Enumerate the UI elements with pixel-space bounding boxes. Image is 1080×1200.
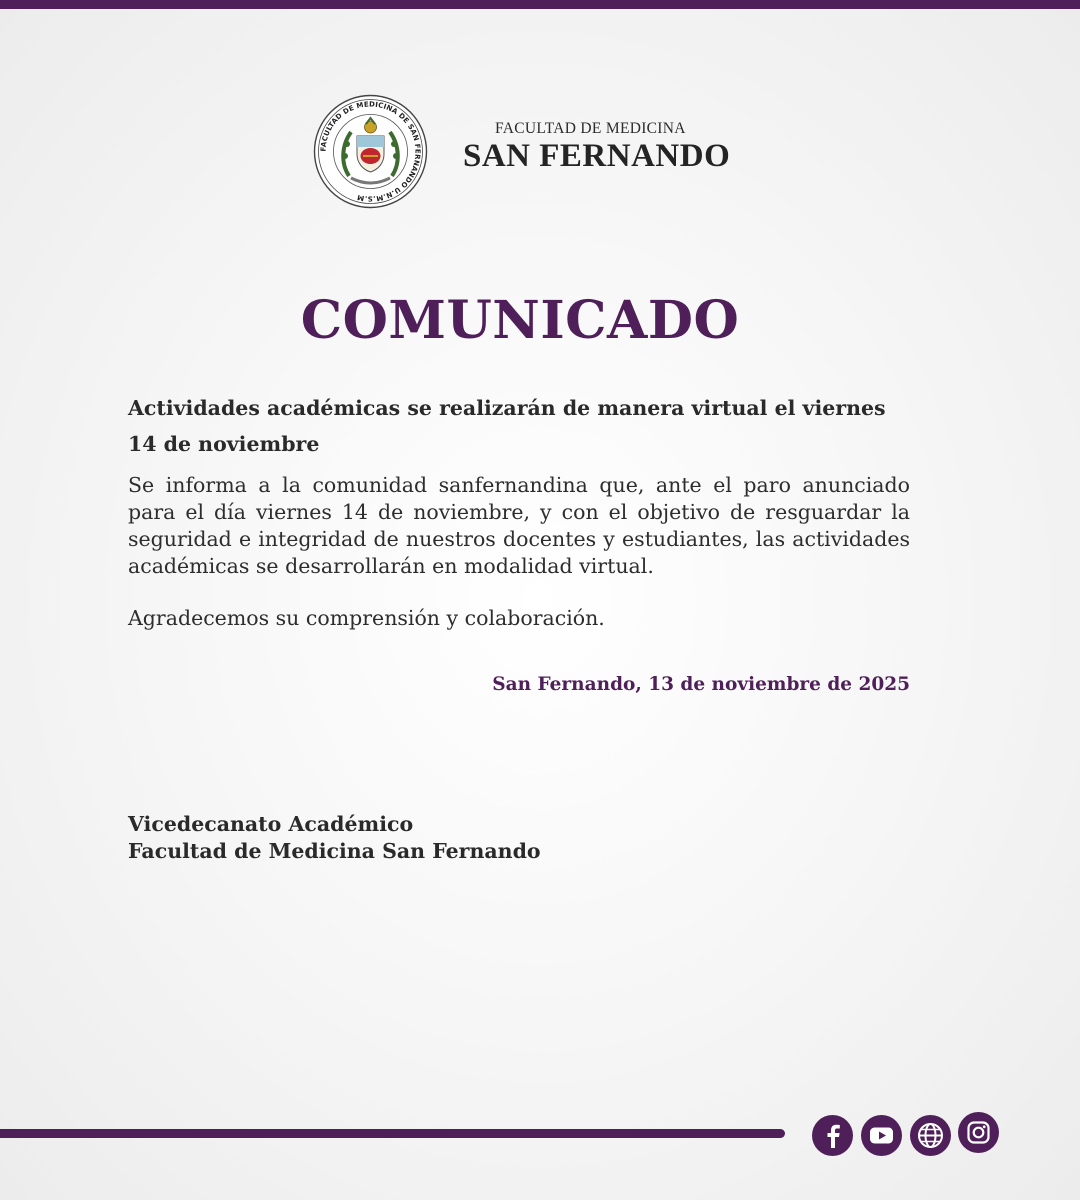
announcement-body: Se informa a la comunidad sanfernandina que, ante el paro anunciado para el día viernes 14 de noviembre, y con el objetivo de resguardar la seguridad e integridad de nuestros docentes y estudiantes, las actividades académicas se desarrollarán en modalidad virtual.	[128, 473, 910, 578]
facebook-link[interactable]	[812, 1115, 853, 1156]
brand-title: SAN FERNANDO	[463, 138, 731, 174]
youtube-icon	[861, 1115, 902, 1156]
globe-icon	[910, 1115, 951, 1156]
subtitle-line-1: Actividades académicas se realizarán de manera virtual el viernes	[128, 396, 886, 420]
faculty-brand	[463, 120, 733, 175]
signature-block	[128, 811, 728, 865]
thanks-text: Agradecemos su comprensión y colaboración.	[128, 606, 605, 630]
announcement-subtitle	[128, 390, 910, 462]
facebook-icon	[812, 1115, 853, 1156]
website-link[interactable]	[910, 1115, 951, 1156]
youtube-link[interactable]	[861, 1115, 902, 1156]
brand-subtitle: FACULTAD DE MEDICINA	[495, 120, 686, 137]
subtitle-line-2: 14 de noviembre	[128, 432, 320, 456]
instagram-link[interactable]	[958, 1112, 999, 1153]
header	[313, 94, 733, 209]
top-accent-bar	[0, 0, 1080, 9]
signature-faculty: Facultad de Medicina San Fernando	[128, 839, 541, 863]
social-links	[812, 1112, 1002, 1156]
signature-office: Vicedecanato Académico	[128, 812, 414, 836]
date-line: San Fernando, 13 de noviembre de 2025	[492, 674, 910, 695]
instagram-icon	[958, 1112, 999, 1153]
bottom-accent-bar	[0, 1129, 785, 1138]
faculty-seal-logo	[313, 94, 428, 209]
announcement-title: COMUNICADO	[300, 290, 740, 351]
svg-text:FACULTAD DE MEDICINA DE SAN FE: FACULTAD DE MEDICINA DE SAN FERNANDO U.N.M.S.M	[319, 100, 422, 203]
